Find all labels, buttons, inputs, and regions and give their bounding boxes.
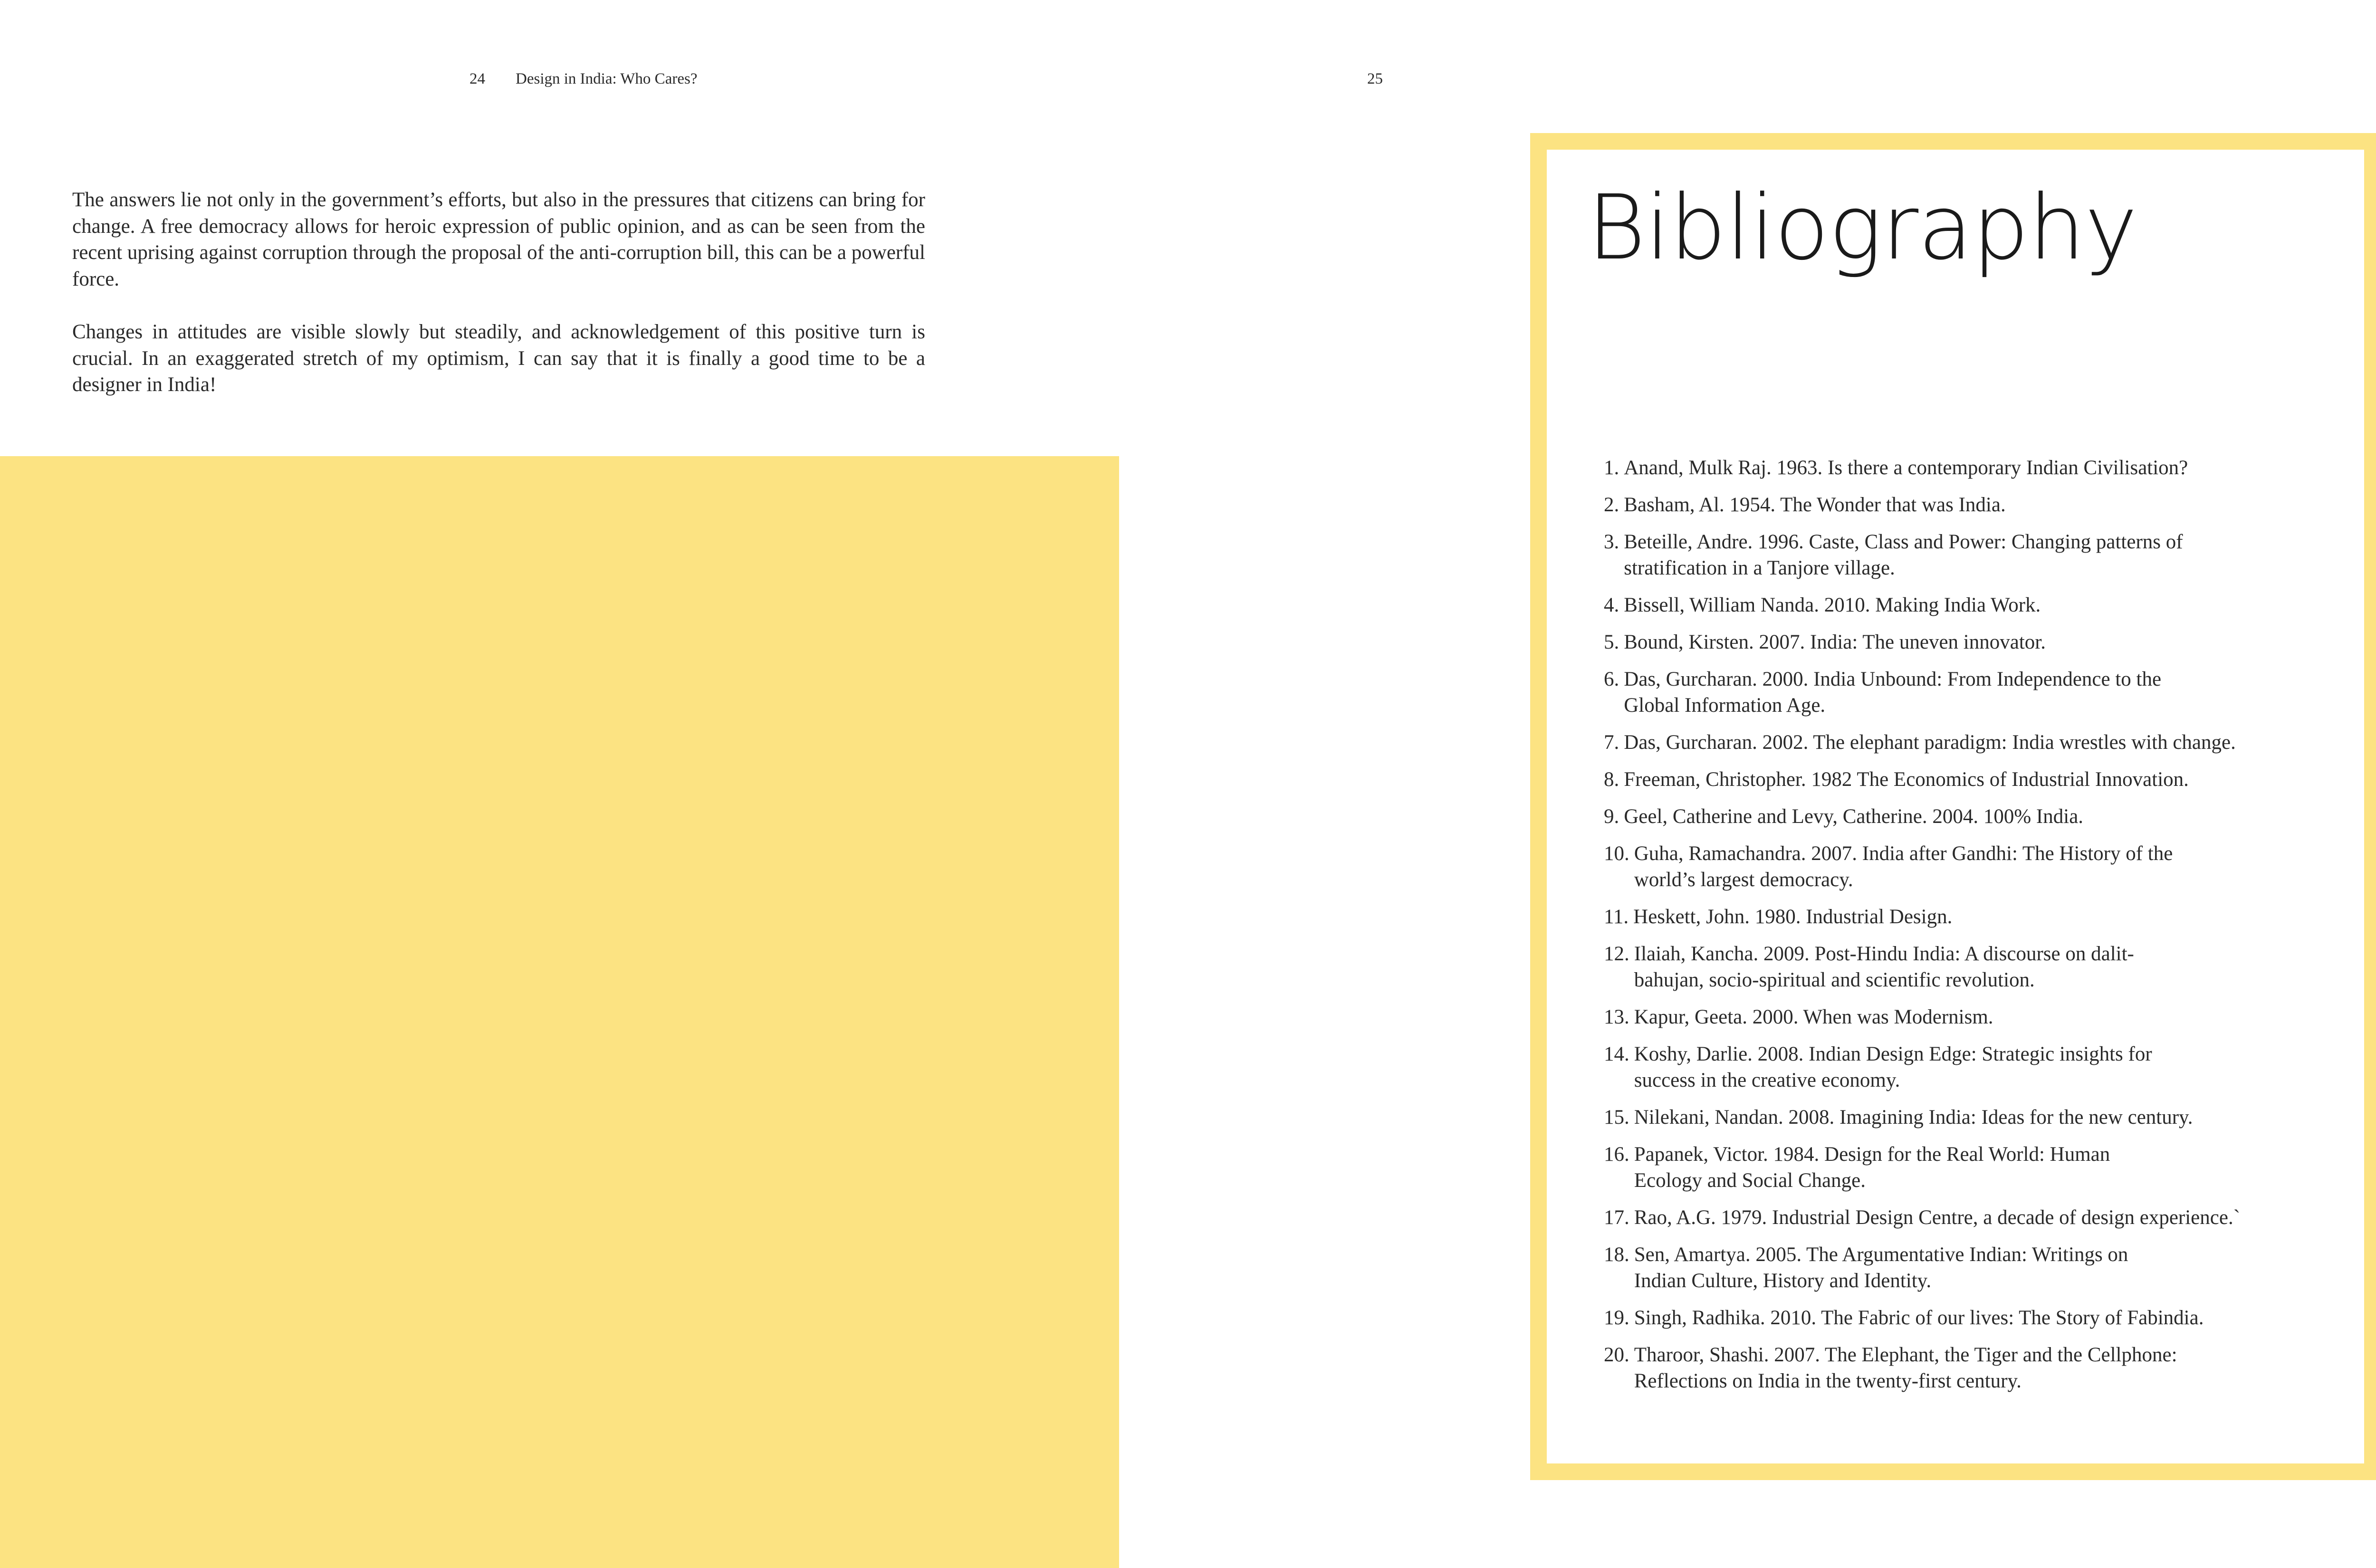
entry-number: 7. (1604, 731, 1619, 754)
entry-text: Basham, Al. 1954. The Wonder that was India. (1624, 494, 2006, 516)
left-page-body (72, 187, 925, 425)
entry-text: Nilekani, Nandan. 2008. Imagining India: Ideas for the new century. (1634, 1106, 2193, 1128)
entry-number: 19. (1604, 1307, 1629, 1329)
right-page-number: 25 (1367, 70, 1383, 87)
running-title: Design in India: Who Cares? (516, 70, 698, 87)
bibliography-entry (1604, 629, 2307, 655)
entry-text: Heskett, John. 1980. Industrial Design. (1633, 906, 1953, 928)
bibliography-list (1604, 455, 2307, 1405)
bibliography-entry (1604, 1041, 2307, 1093)
entry-text: Anand, Mulk Raj. 1963. Is there a contemporary Indian Civilisation? (1624, 457, 2188, 479)
body-paragraph: The answers lie not only in the government’s efforts, but also in the pressures that citizens can bring for change. A free democracy allows for heroic expression of public opinion, and as can be seen from the recent uprising against corruption through the proposal of the anti-corruption bill, this can be a powerful force. (72, 189, 925, 290)
entry-text: Freeman, Christopher. 1982 The Economics of Industrial Innovation. (1624, 768, 2189, 791)
bibliography-entry (1604, 1305, 2307, 1331)
bibliography-heading: Bibliography (1587, 176, 2137, 280)
bibliography-entry (1604, 766, 2307, 793)
bibliography-entry (1604, 1205, 2307, 1231)
bibliography-entry (1604, 1141, 2307, 1194)
bibliography-entry (1604, 455, 2307, 481)
entry-text: Bissell, William Nanda. 2010. Making India Work. (1624, 594, 2041, 616)
entry-number: 16. (1604, 1143, 1629, 1166)
entry-text: Ilaiah, Kancha. 2009. Post-Hindu India: A discourse on dalit-bahujan, socio-spiritual and scientific revolution. (1634, 943, 2134, 991)
bibliography-entry (1604, 529, 2307, 581)
body-paragraph: Changes in attitudes are visible slowly but steadily, and acknowledgement of this positive turn is crucial. In an exaggerated stretch of my optimism, I can say that it is finally a good time to be a designer in India! (72, 321, 925, 396)
entry-number: 14. (1604, 1043, 1629, 1065)
left-page-number: 24 (469, 70, 485, 87)
bibliography-entry (1604, 592, 2307, 618)
entry-number: 4. (1604, 594, 1619, 616)
entry-text: Tharoor, Shashi. 2007. The Elephant, the Tiger and the Cellphone: Reflections on India in the twenty-first century. (1634, 1344, 2177, 1392)
entry-text: Bound, Kirsten. 2007. India: The uneven innovator. (1624, 631, 2046, 653)
entry-text: Koshy, Darlie. 2008. Indian Design Edge: Strategic insights for success in the creative economy. (1634, 1043, 2152, 1091)
entry-text: Das, Gurcharan. 2002. The elephant paradigm: India wrestles with change. (1624, 731, 2236, 754)
entry-text: Sen, Amartya. 2005. The Argumentative Indian: Writings on Indian Culture, History and Identity. (1634, 1243, 2128, 1292)
entry-number: 1. (1604, 457, 1619, 479)
bibliography-entry (1604, 1242, 2307, 1294)
bibliography-entry (1604, 729, 2307, 755)
entry-number: 6. (1604, 668, 1619, 690)
entry-text: Papanek, Victor. 1984. Design for the Real World: Human Ecology and Social Change. (1634, 1143, 2110, 1192)
entry-number: 2. (1604, 494, 1619, 516)
bibliography-entry (1604, 492, 2307, 518)
bibliography-entry (1604, 803, 2307, 830)
yellow-color-block (0, 456, 1119, 1568)
entry-text: Singh, Radhika. 2010. The Fabric of our lives: The Story of Fabindia. (1634, 1307, 2204, 1329)
entry-number: 13. (1604, 1006, 1629, 1028)
entry-number: 9. (1604, 805, 1619, 828)
entry-text: Rao, A.G. 1979. Industrial Design Centre, a decade of design experience.` (1634, 1206, 2241, 1229)
bibliography-entry (1604, 1342, 2307, 1394)
entry-text: Geel, Catherine and Levy, Catherine. 2004. 100% India. (1624, 805, 2084, 828)
entry-number: 8. (1604, 768, 1619, 791)
bibliography-entry (1604, 841, 2307, 893)
bibliography-entry (1604, 1004, 2307, 1030)
entry-number: 15. (1604, 1106, 1629, 1128)
bibliography-entry (1604, 666, 2307, 718)
bibliography-entry (1604, 941, 2307, 993)
entry-number: 10. (1604, 842, 1629, 865)
entry-number: 20. (1604, 1344, 1629, 1366)
entry-text: Beteille, Andre. 1996. Caste, Class and Power: Changing patterns of stratification in a Tanjore village. (1624, 531, 2183, 579)
entry-text: Guha, Ramachandra. 2007. India after Gandhi: The History of the world’s largest democracy. (1634, 842, 2173, 891)
entry-text: Das, Gurcharan. 2000. India Unbound: From Independence to the Global Information Age. (1624, 668, 2162, 717)
entry-number: 5. (1604, 631, 1619, 653)
entry-number: 18. (1604, 1243, 1629, 1266)
entry-text: Kapur, Geeta. 2000. When was Modernism. (1634, 1006, 1993, 1028)
bibliography-entry (1604, 1104, 2307, 1130)
entry-number: 17. (1604, 1206, 1629, 1229)
entry-number: 3. (1604, 531, 1619, 553)
bibliography-entry (1604, 904, 2307, 930)
entry-number: 12. (1604, 943, 1629, 965)
entry-number: 11. (1604, 906, 1629, 928)
